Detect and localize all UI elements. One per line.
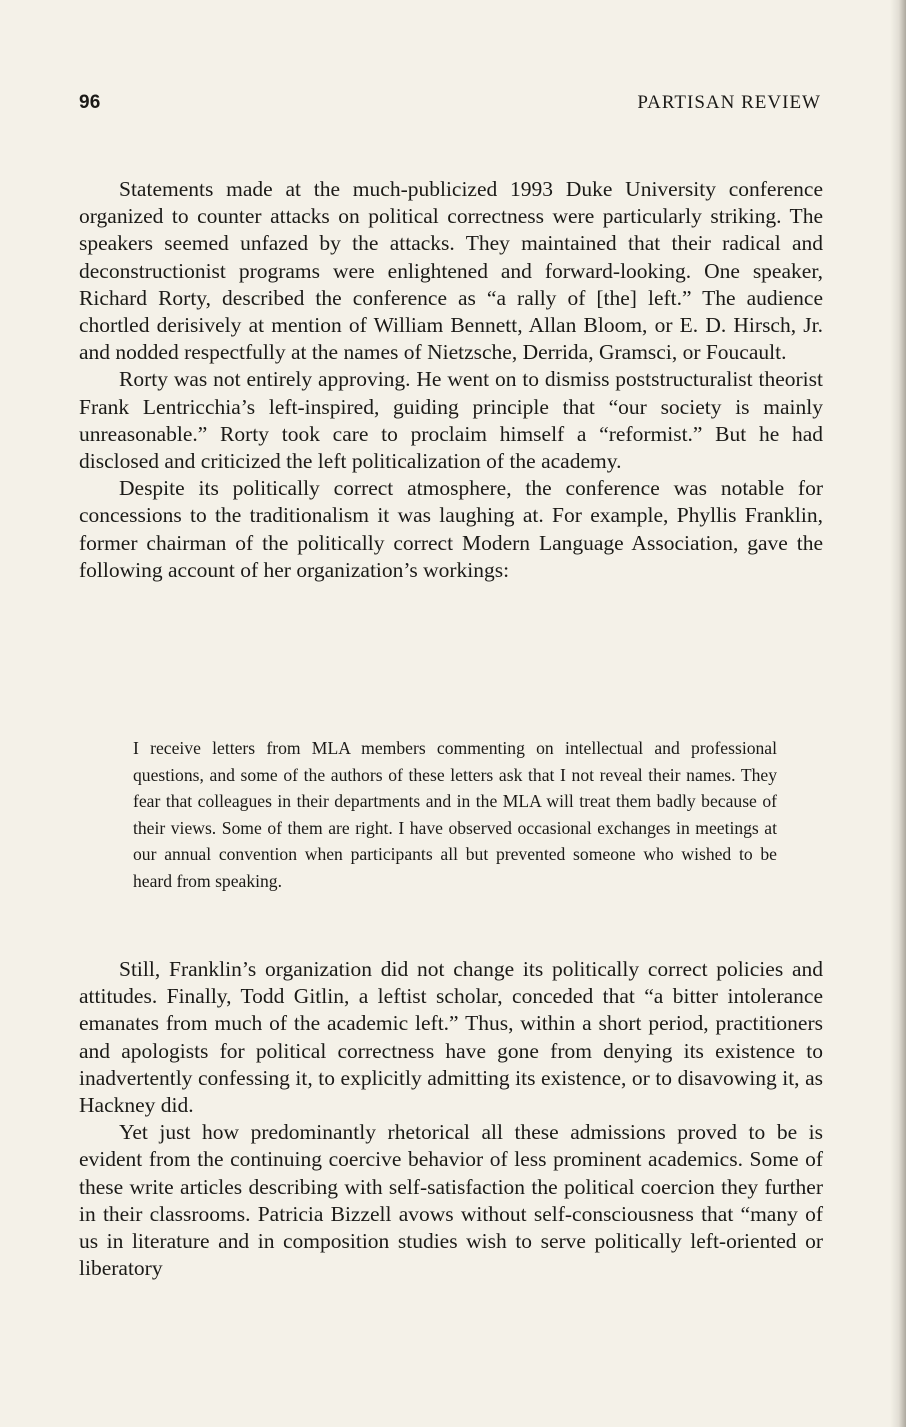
page-number: 96 [79,92,101,113]
paragraph-franklin-intro: Despite its politically correct atmosphere, the conference was notable for concessions to the traditionalism it was laughing at. For example, Phyllis Franklin, former chairman of the politically correct Modern Language Association, gave the following account of her organization’s workings: [79,476,823,582]
block-quote [133,735,777,894]
block-quote-text: I receive letters from MLA members commenting on intellectual and professional questions, and some of the authors of these letters ask that I not reveal their names. They fear that colleagues in their departments and in the MLA will treat them badly because of their views. Some of them are right. I have observed occasional exchanges in meetings at our annual convention when participants all but prevented someone who wished to be heard from speaking. [133,738,777,891]
body-text-section-2 [79,956,823,1282]
journal-title: PARTISAN REVIEW [637,92,821,113]
paragraph-duke-conference: Statements made at the much-publicized 1993 Duke University conference organized to counter attacks on political correctness were particularly striking. The speakers seemed unfazed by the attacks. They maintained that their radical and deconstructionist programs were enlightened and forward-looking. One speaker, Richard Rorty, described the conference as “a rally of [the] left.” The audience chortled derisively at mention of William Bennett, Allan Bloom, or E. D. Hirsch, Jr. and nodded respectfully at the names of Nietzsche, Derrida, Gramsci, or Foucault. [79,177,823,365]
paragraph-rorty: Rorty was not entirely approving. He went on to dismiss poststructuralist theorist Frank Lentricchia’s left-inspired, guiding principle that “our society is mainly unreasonable.” Rorty took care to proclaim himself a “reformist.” But he had disclosed and criticized the left politicalization of the academy. [79,367,823,474]
page-edge-shadow [890,0,906,1427]
paragraph-bizzell: Yet just how predominantly rhetorical all these admissions proved to be is evident from the continuing coercive behavior of less prominent academics. Some of these write articles describing with self-satisfaction the political coercion they further in their classrooms. Patricia Bizzell avows without self-consciousness that “many of us in literature and in composition studies wish to serve politically left-oriented or liberatory [79,1120,823,1281]
paragraph-gitlin: Still, Franklin’s organization did not change its politically correct policies and attitudes. Finally, Todd Gitlin, a leftist scholar, conceded that “a bitter intolerance emanates from much of the academic left.” Thus, within a short period, practitioners and apologists for political correctness have gone from denying its existence to inadvertently confessing it, to explicitly admitting its existence, or to disavowing it, as Hackney did. [79,957,823,1118]
body-text-section-1 [79,176,823,584]
running-head [79,92,821,120]
